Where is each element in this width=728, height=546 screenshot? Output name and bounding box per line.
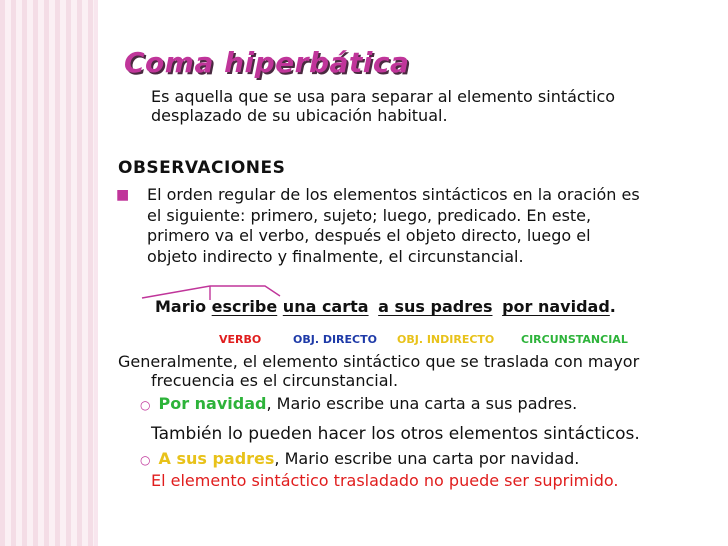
tag-obj-indirecto: OBJ. INDIRECTO [397, 333, 495, 346]
bullet-line: El orden regular de los elementos sintácticos en la oración es [147, 185, 640, 204]
example-circumstantial: por navidad [502, 297, 610, 316]
example-direct-object: una carta [282, 297, 369, 316]
tag-circunstancial: CIRCUNSTANCIAL [521, 333, 628, 346]
bullet-line: el siguiente: primero, sujeto; luego, predicado. En este, [147, 205, 592, 225]
sub-item-2-rest: , Mario escribe una carta por navidad. [274, 449, 580, 468]
example-verb: escribe [211, 297, 278, 316]
tag-verbo: VERBO [219, 333, 262, 346]
tag-obj-directo: OBJ. DIRECTO [293, 333, 377, 346]
sub-item-1-rest: , Mario escribe una carta a sus padres. [266, 394, 578, 413]
intro-line-1: Es aquella que se usa para separar al elemento sintáctico [151, 87, 616, 106]
bullet-line: primero va el verbo, después el objeto directo, luego el [147, 226, 591, 245]
tambien-text: También lo pueden hacer los otros elementos sintácticos. [151, 424, 640, 444]
ring-bullet-icon: ○ [140, 453, 151, 467]
example-subject: Mario [155, 297, 207, 316]
general-text [118, 352, 639, 415]
sub-item-2-highlight: A sus padres [158, 449, 275, 468]
general-line-2: frecuencia es el circunstancial. [151, 371, 399, 390]
example-period: . [609, 297, 616, 316]
sub-item-1 [118, 394, 639, 415]
observaciones-heading: OBSERVACIONES [118, 158, 286, 178]
example-indirect-object: a sus padres [378, 297, 493, 316]
sub-item-1-highlight: Por navidad [158, 394, 267, 413]
sub-item-2 [140, 449, 579, 468]
ring-bullet-icon: ○ [140, 398, 151, 412]
slide-title: Coma hiperbática [124, 46, 410, 79]
intro-line-2: desplazado de su ubicación habitual. [151, 106, 448, 125]
bullet-line: objeto indirecto y finalmente, el circunstancial. [147, 246, 524, 266]
example-sentence [155, 297, 616, 316]
bullet-icon: ■ [116, 187, 130, 203]
final-statement: El elemento sintáctico trasladado no puede ser suprimido. [151, 471, 619, 490]
general-line-1: Generalmente, el elemento sintáctico que se traslada con mayor [118, 352, 640, 371]
